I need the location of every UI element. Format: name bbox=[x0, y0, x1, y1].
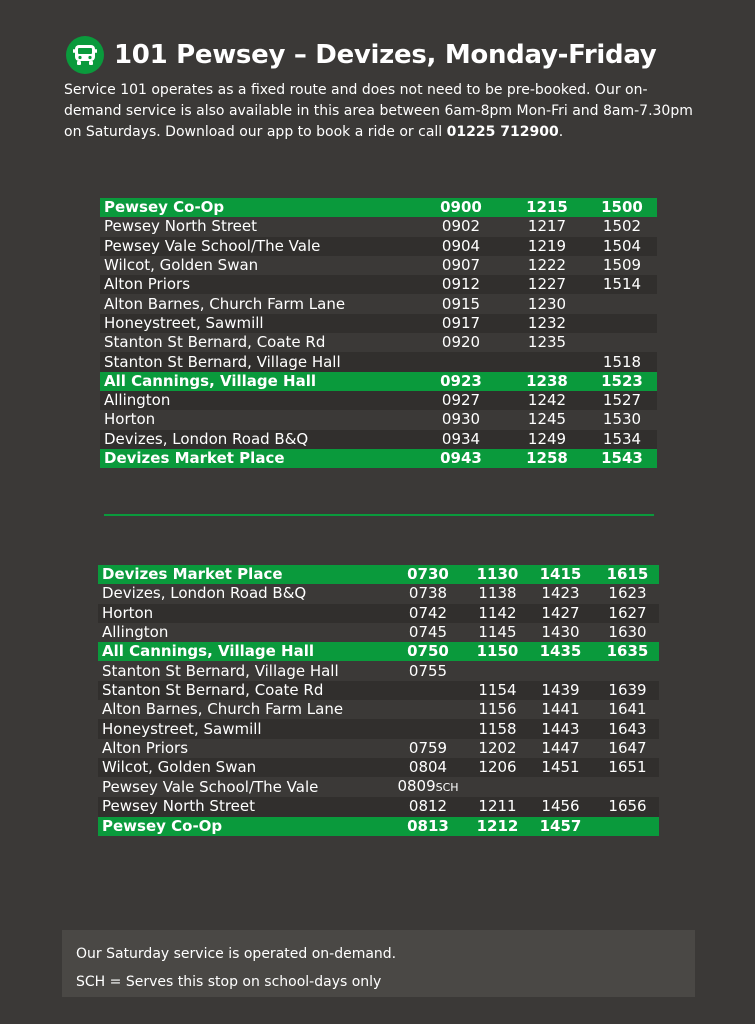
timetable-row bbox=[100, 430, 657, 449]
departure-time: 1530 bbox=[602, 410, 642, 429]
departure-time: 1447 bbox=[541, 738, 580, 757]
timetable-row bbox=[98, 777, 659, 797]
departure-time: 1623 bbox=[608, 584, 647, 603]
departure-time: 0738 bbox=[408, 584, 448, 603]
departure-time bbox=[386, 700, 470, 719]
departure-time: 1415 bbox=[539, 565, 582, 584]
departure-time: 1427 bbox=[541, 603, 580, 622]
timetable-row bbox=[98, 758, 659, 777]
departure-time: 1219 bbox=[527, 236, 567, 255]
timetable-row bbox=[98, 584, 659, 603]
departure-time: 0742 bbox=[408, 603, 448, 622]
departure-time: 1635 bbox=[606, 642, 649, 661]
stop-name: Stanton St Bernard, Coate Rd bbox=[104, 333, 326, 352]
timetable-row-highlight bbox=[98, 817, 659, 836]
timetable-row bbox=[100, 256, 657, 275]
departure-time: 1456 bbox=[541, 797, 580, 816]
departure-time bbox=[525, 777, 596, 797]
timetable-row bbox=[100, 275, 657, 294]
departure-time: 1543 bbox=[601, 449, 643, 467]
departure-time: 1245 bbox=[527, 410, 567, 429]
divider bbox=[104, 514, 654, 516]
stop-name: Stanton St Bernard, Village Hall bbox=[102, 661, 339, 680]
stop-name: Alton Barnes, Church Farm Lane bbox=[104, 294, 346, 313]
stop-name: Stanton St Bernard, Village Hall bbox=[104, 352, 341, 371]
departure-time: 0750 bbox=[407, 642, 449, 661]
school-days-marker: SCH bbox=[435, 781, 459, 795]
timetable-row bbox=[98, 797, 659, 816]
departure-time: 1500 bbox=[601, 198, 643, 217]
timetable-row bbox=[98, 700, 659, 719]
departure-time: 1212 bbox=[476, 816, 519, 835]
departure-time: 1206 bbox=[478, 758, 517, 777]
departure-time: 1457 bbox=[539, 816, 582, 835]
departure-time: 0804 bbox=[408, 758, 448, 777]
timetable-row bbox=[98, 719, 659, 738]
stop-name: Allington bbox=[104, 391, 171, 410]
departure-time bbox=[587, 333, 657, 352]
intro-end: . bbox=[558, 124, 564, 140]
timetable-outbound bbox=[100, 198, 657, 468]
departure-time bbox=[596, 817, 659, 836]
departure-time: 1156 bbox=[478, 700, 517, 719]
departure-time: 1647 bbox=[608, 738, 647, 757]
departure-time: 0920 bbox=[441, 333, 481, 352]
bus-icon bbox=[66, 36, 104, 74]
timetable-row bbox=[100, 294, 657, 313]
departure-time: 1527 bbox=[602, 391, 642, 410]
stop-name: Allington bbox=[102, 623, 169, 642]
departure-time: 1211 bbox=[478, 797, 517, 816]
departure-time: 1138 bbox=[478, 584, 517, 603]
departure-time: 1249 bbox=[527, 429, 567, 448]
stop-name: Alton Barnes, Church Farm Lane bbox=[102, 700, 344, 719]
stop-name: Pewsey Co-Op bbox=[102, 816, 223, 835]
departure-time: 1534 bbox=[602, 429, 642, 448]
stop-name: All Cannings, Village Hall bbox=[102, 642, 314, 661]
departure-time bbox=[415, 352, 507, 371]
stop-name: Devizes, London Road B&Q bbox=[102, 584, 307, 603]
stop-name: Honeystreet, Sawmill bbox=[104, 313, 264, 332]
departure-time bbox=[470, 777, 525, 797]
departure-time: 1150 bbox=[476, 642, 519, 661]
departure-time: 1504 bbox=[602, 236, 642, 255]
departure-time: 1630 bbox=[608, 623, 647, 642]
departure-time: 1439 bbox=[541, 680, 580, 699]
departure-time: 0915 bbox=[441, 294, 481, 313]
departure-time: 0943 bbox=[440, 449, 482, 467]
departure-time: 1258 bbox=[526, 449, 568, 467]
timetable-row bbox=[100, 333, 657, 352]
departure-time: 1656 bbox=[608, 797, 647, 816]
departure-time: 1627 bbox=[608, 603, 647, 622]
stop-name: Devizes Market Place bbox=[102, 565, 283, 584]
departure-time: 1430 bbox=[541, 623, 580, 642]
timetable-row bbox=[100, 410, 657, 429]
departure-time: 1615 bbox=[606, 565, 649, 584]
stop-name: Stanton St Bernard, Coate Rd bbox=[102, 680, 324, 699]
title-row bbox=[66, 36, 656, 74]
departure-time bbox=[470, 661, 525, 680]
intro-body: Service 101 operates as a fixed route and does not need to be pre-booked. Our on-demand service is also available in this area between 6am-8pm Mon-Fri and 8am-7.30pm on Saturdays. Download our app to book a ride or call bbox=[64, 82, 693, 140]
stop-name: Pewsey Vale School/The Vale bbox=[102, 777, 319, 796]
departure-time: 1639 bbox=[608, 680, 647, 699]
sch-note: SCH = Serves this stop on school-days only bbox=[76, 974, 382, 990]
departure-time: 1202 bbox=[478, 738, 517, 757]
timetable-row bbox=[98, 681, 659, 700]
departure-time: 1215 bbox=[526, 198, 568, 217]
departure-time: 0745 bbox=[408, 623, 448, 642]
timetable-row bbox=[98, 604, 659, 623]
departure-time bbox=[386, 681, 470, 700]
departure-time: 1423 bbox=[541, 584, 580, 603]
timetable-row-highlight bbox=[98, 565, 659, 584]
stop-name: Alton Priors bbox=[104, 275, 191, 294]
departure-time: 1130 bbox=[476, 565, 519, 584]
timetable-row-highlight bbox=[98, 642, 659, 661]
stop-name: Pewsey North Street bbox=[104, 217, 257, 236]
departure-time: 1435 bbox=[539, 642, 582, 661]
timetable-row bbox=[100, 352, 657, 371]
stop-name: Pewsey Co-Op bbox=[104, 198, 225, 217]
stop-name: Alton Priors bbox=[102, 738, 189, 757]
stop-name: Devizes Market Place bbox=[104, 449, 285, 467]
departure-time bbox=[596, 777, 659, 797]
timetable-row bbox=[100, 314, 657, 333]
departure-time: 0813 bbox=[407, 816, 449, 835]
departure-time: 1641 bbox=[608, 700, 647, 719]
timetable-row bbox=[100, 237, 657, 256]
departure-time: 0917 bbox=[441, 313, 481, 332]
departure-time: 1222 bbox=[527, 256, 567, 275]
departure-time: 0912 bbox=[441, 275, 481, 294]
departure-time: 0902 bbox=[441, 217, 481, 236]
timetable-row bbox=[98, 739, 659, 758]
stop-name: All Cannings, Village Hall bbox=[104, 371, 316, 390]
timetable-row-highlight bbox=[100, 372, 657, 391]
timetable-row bbox=[98, 661, 659, 680]
stop-name: Pewsey Vale School/The Vale bbox=[104, 236, 321, 255]
departure-time: 1145 bbox=[478, 623, 517, 642]
departure-time: 0907 bbox=[441, 256, 481, 275]
departure-time: 1523 bbox=[601, 371, 643, 390]
stop-name: Horton bbox=[104, 410, 156, 429]
departure-time: 1154 bbox=[478, 680, 517, 699]
departure-time bbox=[596, 661, 659, 680]
departure-time: 0923 bbox=[440, 371, 482, 390]
departure-time: 1238 bbox=[526, 371, 568, 390]
stop-name: Devizes, London Road B&Q bbox=[104, 429, 309, 448]
timetable-row-highlight bbox=[100, 449, 657, 468]
intro-text bbox=[64, 80, 704, 143]
departure-time bbox=[587, 314, 657, 333]
departure-time bbox=[525, 661, 596, 680]
departure-time: 1441 bbox=[541, 700, 580, 719]
departure-time: 0904 bbox=[441, 236, 481, 255]
departure-time bbox=[386, 719, 470, 738]
phone-link[interactable]: 01225 712900 bbox=[446, 124, 559, 140]
departure-time: 0755 bbox=[408, 661, 448, 680]
departure-time: 0930 bbox=[441, 410, 481, 429]
departure-time: 0927 bbox=[441, 391, 481, 410]
departure-time: 0812 bbox=[408, 797, 448, 816]
departure-time: 1514 bbox=[602, 275, 642, 294]
departure-time: 1451 bbox=[541, 758, 580, 777]
timetable-row-highlight bbox=[100, 198, 657, 217]
departure-time: 0730 bbox=[407, 565, 449, 584]
stop-name: Wilcot, Golden Swan bbox=[104, 256, 259, 275]
departure-time: 1142 bbox=[478, 603, 517, 622]
departure-time: 0900 bbox=[440, 198, 482, 217]
stop-name: Horton bbox=[102, 603, 154, 622]
departure-time bbox=[507, 352, 587, 371]
timetable-return bbox=[98, 565, 659, 836]
saturday-note: Our Saturday service is operated on-demand. bbox=[76, 946, 397, 962]
departure-time: 0934 bbox=[441, 429, 481, 448]
timetable-row bbox=[100, 391, 657, 410]
departure-time: 1502 bbox=[602, 217, 642, 236]
departure-time: 1443 bbox=[541, 719, 580, 738]
departure-time: 1227 bbox=[527, 275, 567, 294]
notes-box bbox=[62, 930, 695, 997]
stop-name: Honeystreet, Sawmill bbox=[102, 719, 262, 738]
departure-time: 1235 bbox=[527, 333, 567, 352]
timetable-row bbox=[98, 623, 659, 642]
departure-time: 1217 bbox=[527, 217, 567, 236]
departure-time: 1651 bbox=[608, 758, 647, 777]
departure-time: 0759 bbox=[408, 738, 448, 757]
timetable-row bbox=[100, 217, 657, 236]
stop-name: Wilcot, Golden Swan bbox=[102, 758, 257, 777]
departure-time: 1230 bbox=[527, 294, 567, 313]
stop-name: Pewsey North Street bbox=[102, 797, 255, 816]
departure-time: 1232 bbox=[527, 313, 567, 332]
departure-time: 1242 bbox=[527, 391, 567, 410]
departure-time bbox=[587, 294, 657, 313]
departure-time: 0809SCH bbox=[397, 777, 459, 796]
departure-time: 1158 bbox=[478, 719, 517, 738]
departure-time: 1509 bbox=[602, 256, 642, 275]
departure-time: 1518 bbox=[602, 352, 642, 371]
departure-time: 1643 bbox=[608, 719, 647, 738]
page-title: 101 Pewsey – Devizes, Monday-Friday bbox=[114, 40, 657, 70]
